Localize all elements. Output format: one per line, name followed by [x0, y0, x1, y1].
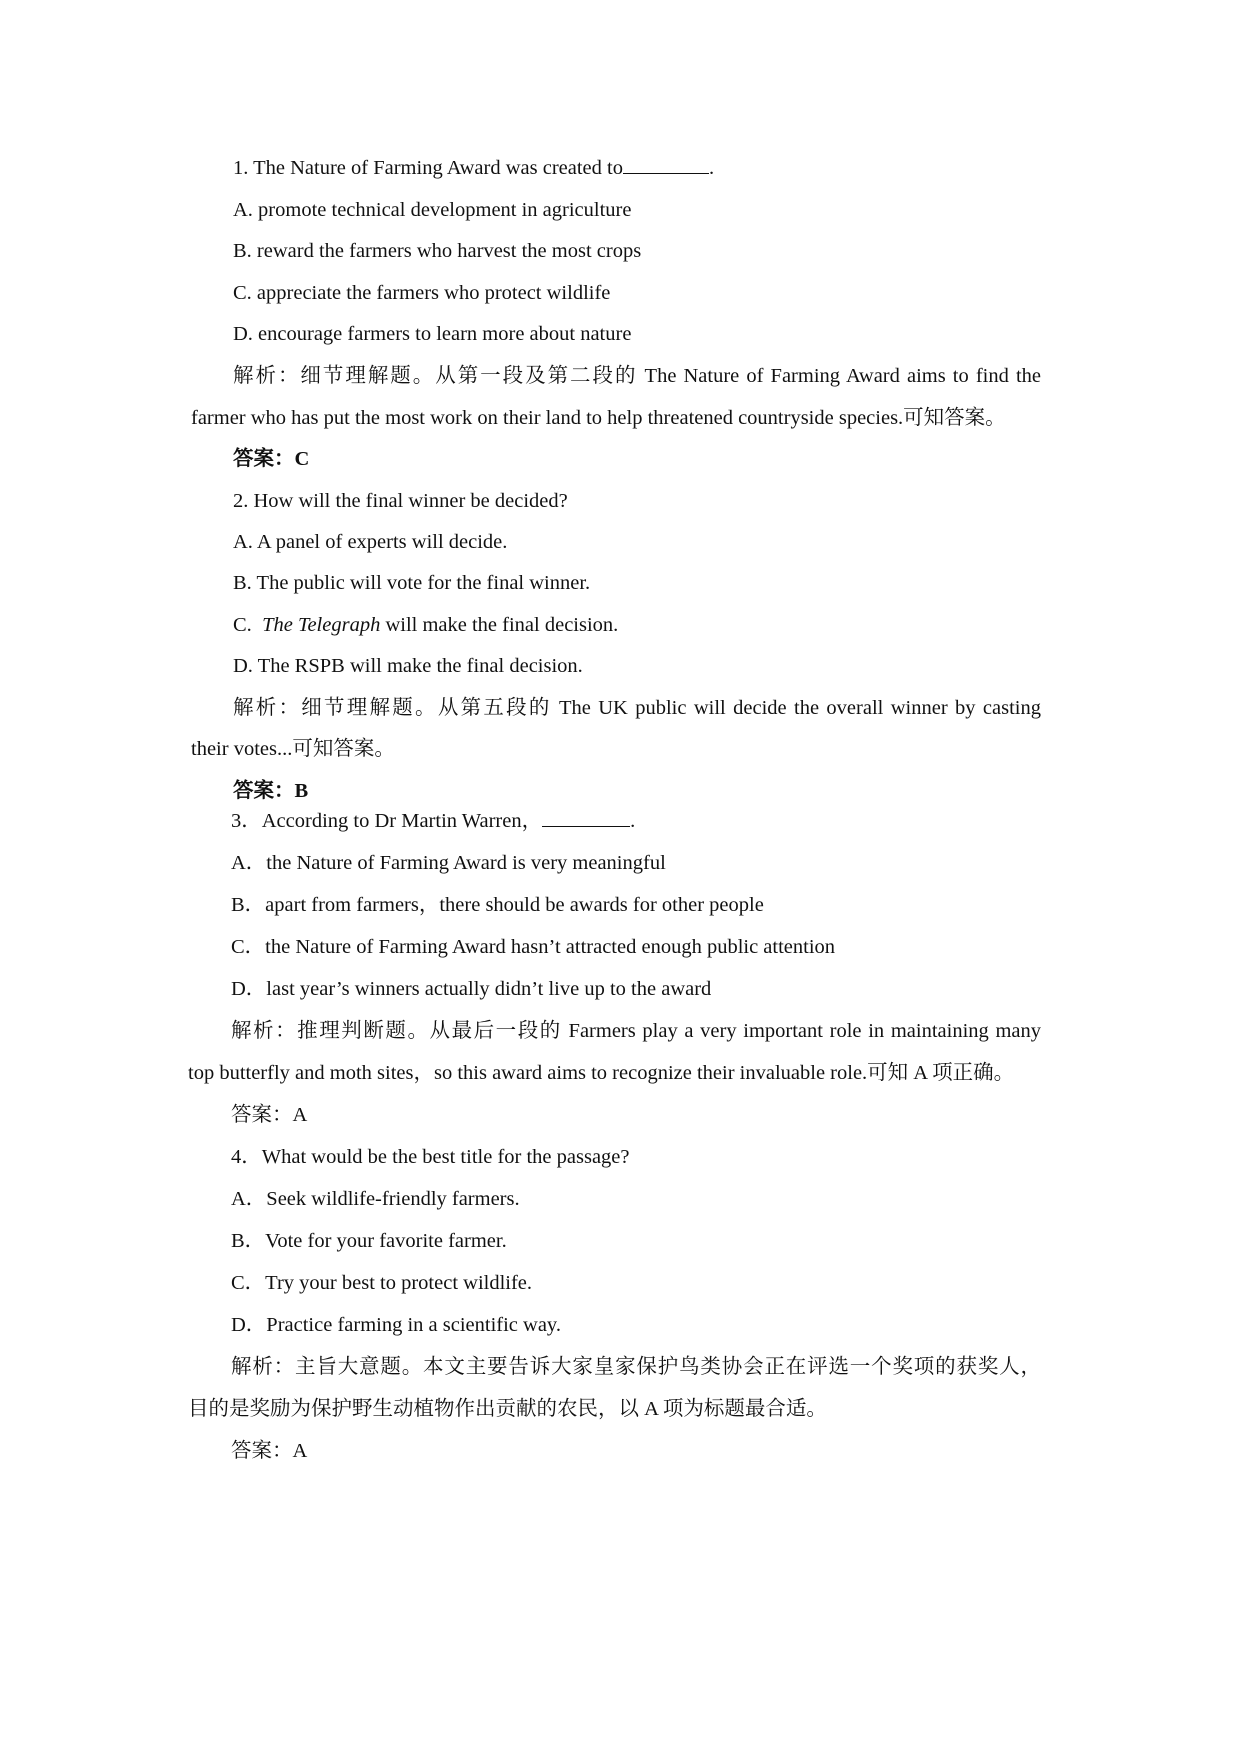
q1-option-a: A. promote technical development in agriculture: [233, 199, 632, 221]
q2-option-b: B. The public will vote for the final winner.: [233, 572, 591, 594]
q2-option-c-title: The Telegraph: [262, 614, 381, 636]
q3-option-b: B．apart from farmers，there should be awards for other people: [231, 894, 764, 916]
q1-analysis-line2: farmer who has put the most work on their land to help threatened countryside species.可知答案。: [191, 407, 1006, 429]
q1-option-c: C. appreciate the farmers who protect wildlife: [233, 282, 611, 304]
q2-analysis-line1: 解析：细节理解题。从第五段的 The UK public will decide the overall winner by casting: [233, 697, 1041, 719]
q2-analysis-line2: their votes...可知答案。: [191, 738, 395, 760]
q1-option-b: B. reward the farmers who harvest the most crops: [233, 240, 642, 262]
q3-answer-blank: [542, 808, 630, 827]
q2-option-a: A. A panel of experts will decide.: [233, 531, 508, 553]
q2-answer: 答案：B: [233, 780, 309, 802]
q4-option-c: C．Try your best to protect wildlife.: [231, 1272, 533, 1294]
q1-answer: 答案：C: [233, 448, 310, 470]
q1-answer-blank: [623, 155, 709, 174]
q3-option-a: A．the Nature of Farming Award is very meaningful: [231, 852, 666, 874]
q1-analysis-line1: 解析：细节理解题。从第一段及第二段的 The Nature of Farming Award aims to find the: [233, 365, 1041, 387]
q4-analysis-line1: 解析：主旨大意题。本文主要告诉大家皇家保护鸟类协会正在评选一个奖项的获奖人，: [231, 1356, 1041, 1378]
q2-option-c: C. The Telegraph will make the final decision.: [233, 614, 619, 636]
q3-option-c: C．the Nature of Farming Award hasn’t attracted enough public attention: [231, 936, 836, 958]
q2-stem: 2. How will the final winner be decided?: [233, 490, 568, 512]
q3-analysis-line2: top butterfly and moth sites，so this award aims to recognize their invaluable role.可知 A 项正确。: [188, 1062, 1015, 1084]
q3-option-d: D．last year’s winners actually didn’t live up to the award: [231, 978, 712, 1000]
q1-option-d: D. encourage farmers to learn more about nature: [233, 323, 632, 345]
q4-option-b: B．Vote for your favorite farmer.: [231, 1230, 507, 1252]
q4-stem: 4．What would be the best title for the passage?: [231, 1146, 630, 1168]
q4-answer: 答案：A: [231, 1440, 308, 1462]
q2-option-d: D. The RSPB will make the final decision.: [233, 655, 583, 677]
q3-analysis-line1: 解析：推理判断题。从最后一段的 Farmers play a very important role in maintaining many: [231, 1020, 1041, 1042]
q4-option-d: D．Practice farming in a scientific way.: [231, 1314, 561, 1336]
q4-option-a: A．Seek wildlife-friendly farmers.: [231, 1188, 520, 1210]
q4-analysis-line2: 目的是奖励为保护野生动植物作出贡献的农民，以 A 项为标题最合适。: [188, 1398, 827, 1420]
q3-stem: 3．According to Dr Martin Warren， .: [231, 810, 636, 832]
q1-stem: 1. The Nature of Farming Award was created to .: [233, 157, 715, 179]
q3-answer: 答案：A: [231, 1104, 308, 1126]
